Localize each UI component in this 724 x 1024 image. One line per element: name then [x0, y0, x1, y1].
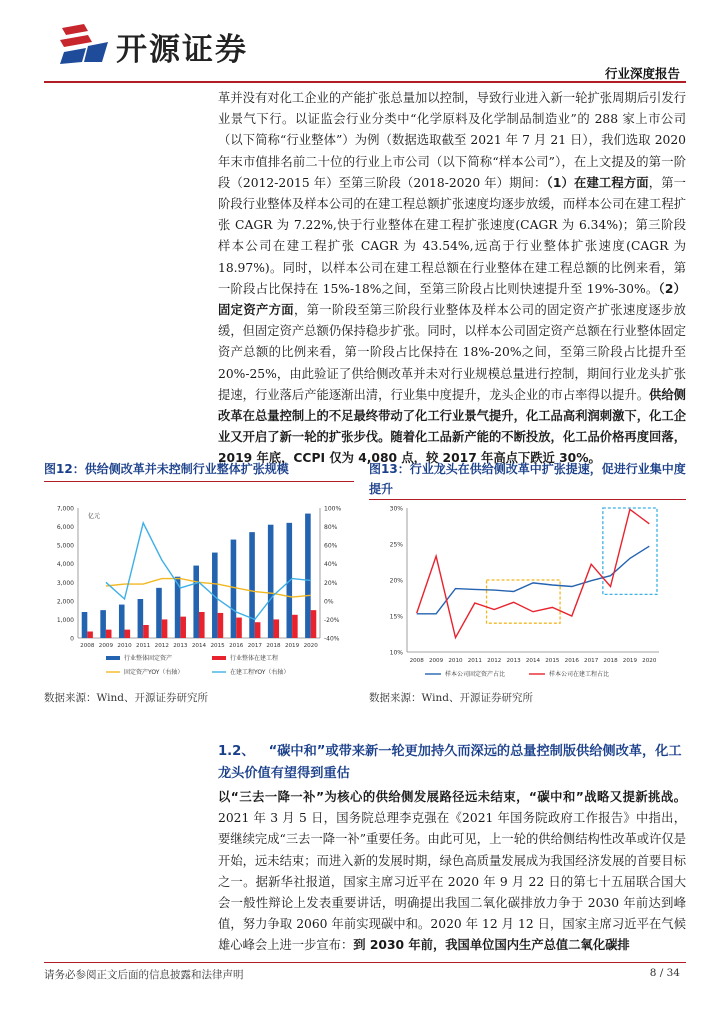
para1-bold-2: （2）固定资产方面 [218, 281, 686, 318]
y-right-tick-label: 20% [324, 579, 338, 587]
x-tick-label: 2015 [210, 643, 225, 649]
legend-label: 样本公司在建工程占比 [549, 671, 610, 678]
x-tick-label: 2008 [409, 658, 424, 664]
y-left-tick-label: 2,000 [56, 598, 74, 606]
legend-label: 固定资产YOY（右轴） [124, 669, 184, 676]
bar-fixed-assets [100, 610, 106, 638]
x-tick-label: 2012 [487, 658, 502, 664]
x-tick-label: 2009 [98, 643, 114, 649]
para1-text-2: ，第一阶段行业整体及样本公司的在建工程总额扩张速度均逐步放缓，而样本公司在建工程扩张 CAGR 为 7.22%,快于行业整体在建工程扩张速度(CAGR 为 6.34%)；第三阶段样本公司在建工程扩张 CAGR 为 43.54%,远高于行业整体扩张速度(CAGR 为 18.97%)。同时，以样本公司在建工程总额在行业整体在建工程总额的比例来看，第一阶段占比保持在 15%-18%之间，至第三阶段占比则快速提升至 19%-30%。 [218, 175, 686, 296]
y-right-tick-label: 100% [324, 505, 342, 513]
legend-label: 在建工程YOY（右轴） [230, 669, 290, 676]
y-right-tick-label: -20% [324, 616, 340, 624]
report-type-label: 行业深度报告 [604, 66, 680, 81]
y-left-tick-label: 1,000 [56, 616, 74, 624]
para3-bold-2: 到 2030 年前，我国单位国内生产总值二氧化碳排 [353, 938, 630, 953]
bar-fixed-assets [156, 588, 162, 638]
bar-fixed-assets [305, 514, 311, 638]
legend-label: 行业整体固定资产 [124, 655, 173, 662]
x-tick-label: 2008 [80, 643, 95, 649]
bar-construction [255, 622, 261, 638]
y-left-tick-label: 4,000 [56, 561, 74, 569]
highlight-box-third-stage [603, 508, 657, 594]
x-tick-label: 2015 [545, 658, 560, 664]
bar-fixed-assets [119, 605, 125, 638]
x-tick-label: 2013 [173, 643, 188, 649]
bar-construction [180, 617, 186, 638]
x-tick-label: 2012 [154, 643, 169, 649]
bar-construction [273, 619, 279, 638]
footer-divider [44, 962, 686, 963]
para1-bold-1: （1）在建工程方面 [546, 175, 649, 190]
y-left-tick-label: 5,000 [56, 542, 74, 550]
x-tick-label: 2014 [191, 643, 207, 649]
x-tick-label: 2020 [642, 658, 657, 664]
y-tick-label: 25% [389, 541, 403, 549]
bar-fixed-assets [193, 566, 199, 638]
x-tick-label: 2009 [428, 658, 444, 664]
y-left-tick-label: 6,000 [56, 524, 74, 532]
para1-text-1: 革并没有对化工企业的产能扩张总量加以控制，导致行业进入新一轮扩张周期后引发行业景气下行。以证监会行业分类中“化学原料及化学制品制造业”的 288 家上市公司（以下简称“行业整体”）为例（数据选取截至 2021 年 7 月 21 日），我们选取 2020 年末市值排名前二十位的行业上市公司（以下简称“样本公司”），在上文提及的第一阶段（2012-2015 年）至第三阶段（2018-2020 年）期间： [218, 91, 686, 190]
x-tick-label: 2014 [525, 658, 541, 664]
bar-fixed-assets [82, 612, 88, 638]
x-tick-label: 2011 [467, 658, 482, 664]
x-tick-label: 2011 [136, 643, 151, 649]
x-tick-label: 2013 [506, 658, 521, 664]
x-tick-label: 2019 [622, 658, 638, 664]
x-tick-label: 2010 [448, 658, 463, 664]
bar-fixed-assets [138, 599, 144, 638]
bar-fixed-assets [268, 525, 274, 638]
y-tick-label: 10% [389, 649, 403, 657]
legend-swatch [212, 656, 226, 660]
x-tick-label: 2017 [247, 643, 262, 649]
x-tick-label: 2017 [584, 658, 599, 664]
page-header [0, 0, 724, 80]
section-title: “碳中和”或带来新一轮更加持久而深远的总量控制版供给侧改革，化工龙头价值有望得到重估 [218, 744, 682, 781]
bar-construction [106, 630, 112, 638]
y-right-tick-label: 40% [324, 561, 338, 569]
y-right-tick-label: 80% [324, 524, 338, 532]
legend-label: 样本公司固定资产占比 [445, 671, 506, 678]
para3-bold-1: 以“三去一降一补”为核心的供给侧发展路径远未结束，“碳中和”战略又提新挑战。 [218, 790, 686, 804]
para1-text-3: ，第一阶段至第三阶段行业整体及样本公司的固定资产扩张速度逐步放缓，但固定资产总额仍保持稳步扩张。同时，以样本公司固定资产总额在行业整体固定资产总额的比例来看，第一阶段占比保持在 18%-20%之间，至第三阶段占比提升至 20%-25%，由此验证了供给侧改革并未对行业规模总量进行控制，期间行业龙头扩张提速，行业落后产能逐渐出清，行业集中度提升，龙头企业的市占率得以提升。 [218, 303, 686, 402]
y-tick-label: 20% [389, 577, 403, 585]
bar-construction [311, 610, 317, 638]
legend-swatch [106, 656, 120, 660]
x-tick-label: 2016 [229, 643, 244, 649]
section-heading [218, 741, 688, 785]
line-construction-yoy [106, 523, 311, 620]
footer-disclaimer: 请务必参阅正文后面的信息披露和法律声明 [44, 969, 244, 981]
y-tick-label: 15% [389, 613, 403, 621]
bar-construction [236, 618, 242, 638]
bar-construction [218, 613, 224, 638]
y-tick-label: 30% [389, 505, 403, 513]
x-tick-label: 2018 [266, 643, 281, 649]
y-right-tick-label: 60% [324, 542, 338, 550]
y-left-tick-label: 7,000 [56, 505, 74, 513]
figure-13-title: 图13：行业龙头在供给侧改革中扩张提速，促进行业集中度提升 [369, 459, 686, 500]
page-number: 8 / 34 [649, 967, 680, 979]
bar-construction [143, 625, 149, 638]
body-paragraph-1 [218, 88, 686, 470]
para3-text-1: 2021 年 3 月 5 日，国务院总理李克强在《2021 年国务院政府工作报告》中指出，要继续完成“三去一降一补”重要任务。由此可见，上一轮的供给侧结构性改革或许仅是开始，远未结束；而进入新的发展时期，绿色高质量发展成为我国经济发展的首要目标之一。据新华社报道，国家主席习近平在 2020 年 9 月 22 日的第七十五届联合国大会一般性辩论上发表重要讲话，明确提出我国二氧化碳排放力争于 2030 年前达到峰值，努力争取 2060 年前实现碳中和。2020 年 12 月 12 日，国家主席习近平在气候雄心峰会上进一步宣布： [218, 811, 686, 953]
bar-construction [87, 632, 93, 639]
brand-logo-text: 开源证券 [116, 32, 248, 68]
y-unit-label: 亿元 [88, 513, 101, 520]
y-left-tick-label: 3,000 [56, 579, 74, 587]
bar-construction [125, 630, 131, 638]
x-tick-label: 2018 [603, 658, 618, 664]
bar-construction [292, 615, 298, 638]
bar-fixed-assets [249, 532, 255, 638]
brand-logo-mark-icon [58, 22, 110, 66]
line-construction-share [417, 509, 650, 637]
y-right-tick-label: -40% [324, 635, 340, 643]
legend-label: 行业整体在建工程 [230, 655, 279, 662]
figure-12-title: 图12：供给侧改革并未控制行业整体扩张规模 [44, 459, 354, 482]
line-fixed-assets-yoy [106, 579, 311, 598]
figure-13-source: 数据来源：Wind、开源证券研究所 [369, 692, 533, 704]
body-paragraph-2 [218, 787, 686, 957]
bar-construction [162, 619, 168, 638]
x-tick-label: 2016 [564, 658, 579, 664]
bar-fixed-assets [231, 540, 237, 638]
figure-12-source: 数据来源：Wind、开源证券研究所 [44, 692, 208, 704]
x-tick-label: 2019 [284, 643, 300, 649]
x-tick-label: 2010 [117, 643, 132, 649]
para1-bold-3: 供给侧改革在总量控制上的不足最终带动了化工行业景气提升，化工品高利润刺激下，化工企业又开启了新一轮的扩张步伐。随着化工品新产能的不断投放，化工品价格再度回落，2019 年底，CCPI 仅为 4,080 点，较 2017 年高点下跌近 30%。 [218, 387, 686, 466]
section-number: 1.2、 [218, 744, 255, 759]
bar-construction [199, 612, 205, 638]
figure-13-chart [369, 500, 686, 682]
y-right-tick-label: 0% [324, 598, 334, 606]
y-left-tick-label: 0 [70, 635, 74, 643]
figure-12-chart [44, 500, 354, 682]
x-tick-label: 2020 [303, 643, 318, 649]
brand-logo [58, 22, 288, 66]
header-divider [44, 81, 686, 83]
